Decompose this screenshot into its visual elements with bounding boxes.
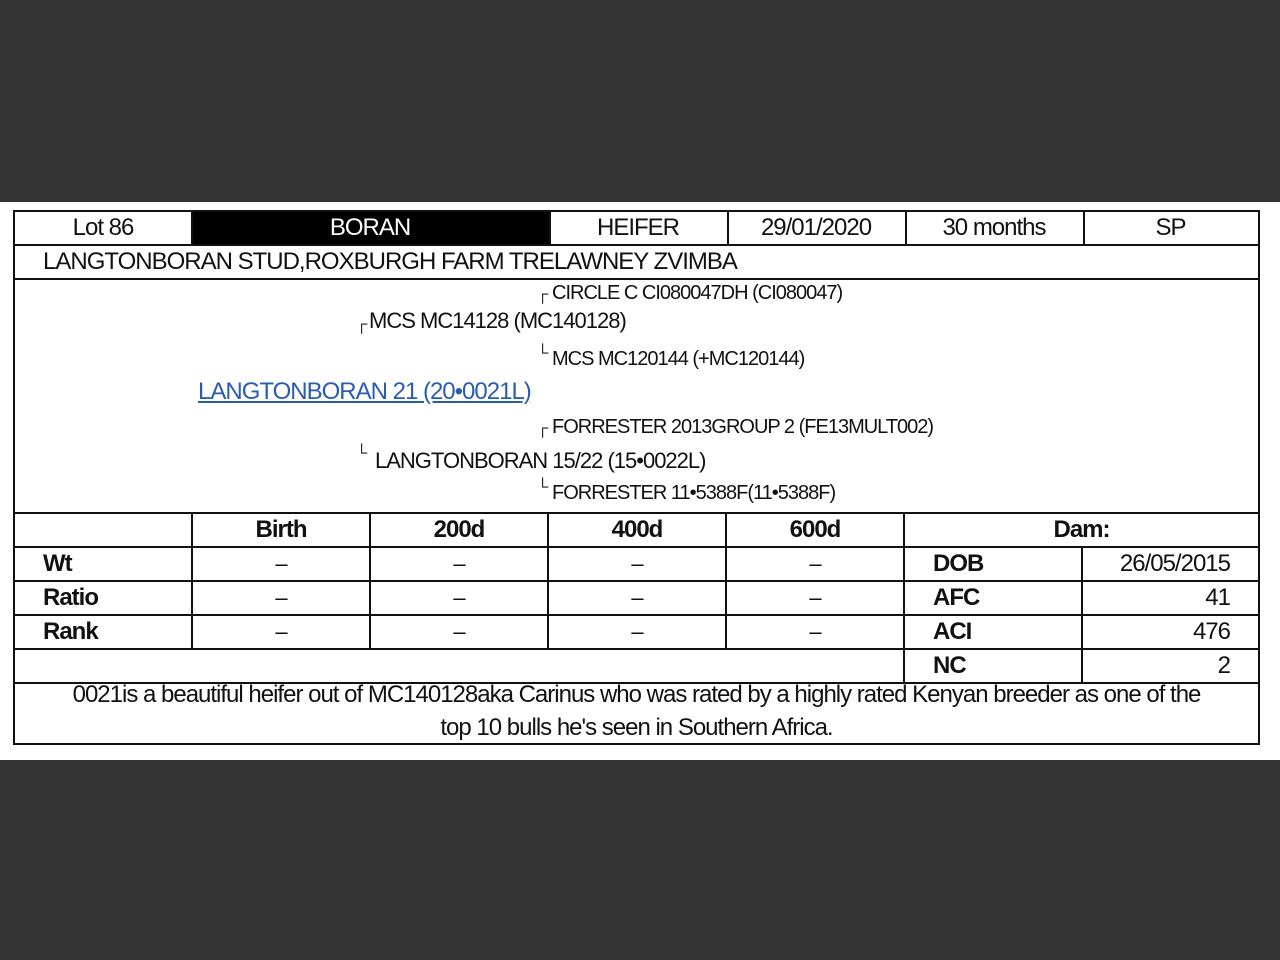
connector-top: ┌ (356, 316, 368, 333)
connector-bottom: └ (537, 479, 549, 496)
sale-sheet (0, 202, 1280, 760)
table-cell: – (453, 619, 465, 644)
lot-number: Lot 86 (72, 214, 134, 241)
dam-nc-value: 2 (1217, 652, 1230, 679)
dam-dob-value: 26/05/2015 (1119, 550, 1230, 577)
connector-bottom: └ (356, 445, 368, 462)
sire-dam: MCS MC120144 (+MC120144) (552, 348, 805, 370)
table-cell: – (631, 551, 643, 576)
dam: LANGTONBORAN 15/22 (15•0022L) (375, 448, 706, 473)
dam-afc-value: 41 (1205, 584, 1230, 611)
dam-aci-label: ACI (933, 618, 972, 645)
col-400d: 400d (611, 516, 663, 543)
table-cell: – (453, 585, 465, 610)
table-cell: – (631, 619, 643, 644)
connector-top: ┌ (537, 420, 549, 437)
connector-top: ┌ (537, 286, 549, 303)
dam-afc-label: AFC (933, 584, 980, 611)
dam-aci-value: 476 (1192, 618, 1230, 645)
comment-line: top 10 bulls he's seen in Southern Africa. (440, 714, 833, 741)
comment-line: 0021is a beautiful heifer out of MC140128aka Carinus who was rated by a highly rated Kenyan breeder as one of the (72, 681, 1201, 708)
age-label: 30 months (942, 214, 1046, 241)
birth-date: 29/01/2020 (760, 214, 872, 241)
table-cell: – (809, 585, 821, 610)
col-200d: 200d (433, 516, 485, 543)
sex-label: HEIFER (596, 214, 679, 241)
dam-title: Dam: (1053, 516, 1110, 543)
code-label: SP (1155, 214, 1186, 241)
dam-sire: FORRESTER 2013GROUP 2 (FE13MULT002) (552, 416, 934, 438)
col-birth: Birth (255, 516, 307, 543)
row-label-ratio: Ratio (43, 584, 98, 611)
table-cell: – (453, 551, 465, 576)
sire-sire: CIRCLE C CI080047DH (CI080047) (552, 282, 843, 304)
dam-dam: FORRESTER 11•5388F(11•5388F) (552, 482, 836, 504)
lot-card (13, 210, 1260, 745)
table-cell: – (631, 585, 643, 610)
breeder-name: LANGTONBORAN STUD,ROXBURGH FARM TRELAWNEY ZVIMBA (43, 248, 737, 275)
col-600d: 600d (789, 516, 841, 543)
table-cell: – (809, 551, 821, 576)
row-label-rank: Rank (43, 618, 98, 645)
table-cell: – (809, 619, 821, 644)
table-cell: – (275, 585, 287, 610)
connector-bottom: └ (537, 345, 549, 362)
dam-nc-label: NC (933, 652, 966, 679)
dam-dob-label: DOB (933, 550, 984, 577)
table-cell: – (275, 619, 287, 644)
animal-link[interactable]: LANGTONBORAN 21 (20•0021L) (198, 378, 531, 405)
sire: MCS MC14128 (MC140128) (369, 308, 626, 333)
table-cell: – (275, 551, 287, 576)
lot-comment (15, 678, 1258, 744)
row-label-wt: Wt (43, 550, 72, 577)
breed-label: BORAN (191, 212, 549, 244)
